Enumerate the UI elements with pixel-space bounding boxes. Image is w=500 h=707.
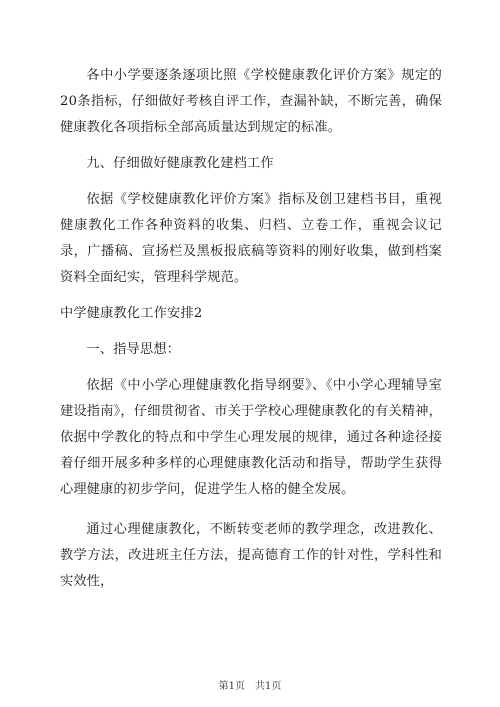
page-number-footer: 第1页 共1页 (218, 681, 282, 692)
document-body (60, 63, 442, 595)
section-heading-archiving: 九、仔细做好健康教化建档工作 (86, 156, 274, 171)
section-heading-guiding-ideology: 一、指导思想： (86, 342, 181, 357)
paragraph-teaching-methods: 通过心理健康教化，不断转变老师的教学理念，改进教化、教学方法，改进班主任方法，提高德育工作的针对性，学科性和实效性， (60, 522, 442, 589)
paragraph-guiding-ideology: 依据《中小学心理健康教化指导纲要》、《中小学心理辅导室建设指南》，仔细贯彻省、市关于学校心理健康教化的有关精神，依据中学教化的特点和中学生心理发展的规律，通过各种途径接着仔细开展多种多样的心理健康教化活动和指导，帮助学生获得心理健康的初步学问，促进学生人格的健全发展。 (60, 378, 442, 497)
paragraph-evaluation-criteria: 各中小学要逐条逐项比照《学校健康教化评价方案》规定的20条指标，仔细做好考核自评工作，查漏补缺，不断完善，确保健康教化各项指标全部高质量达到规定的标准。 (60, 68, 442, 135)
document-subtitle: 中学健康教化工作安排2 (60, 306, 203, 321)
paragraph-archiving-details: 依据《学校健康教化评价方案》指标及创卫建档书目，重视健康教化工作各种资料的收集、归档、立卷工作，重视会议记录，广播稿、宣扬栏及黑板报底稿等资料的刚好收集，做到档案资料全面纪实，管理科学规范。 (60, 192, 442, 285)
